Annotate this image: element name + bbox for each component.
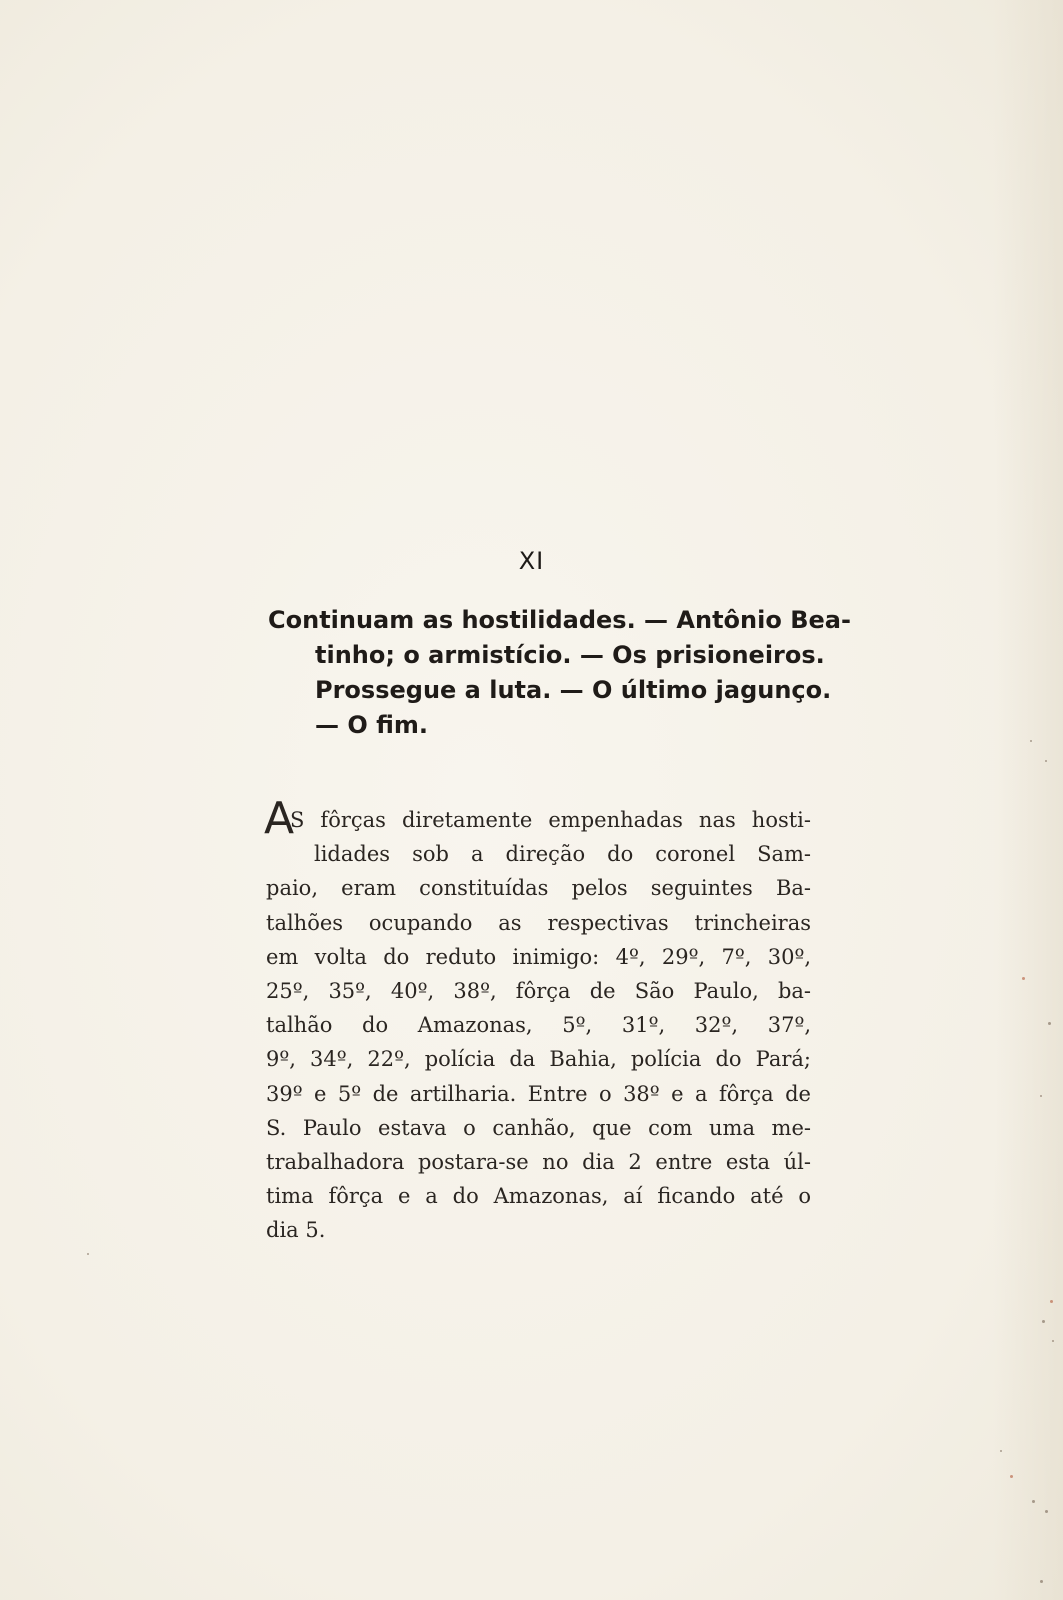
body-line: 39º e 5º de artilharia. Entre o 38º e a fôrça de (266, 1081, 811, 1106)
page-speck (1042, 1320, 1045, 1323)
chapter-number: XI (518, 547, 545, 575)
page-edge-shadow (993, 0, 1063, 1600)
page-speck (1048, 1022, 1051, 1025)
body-line: talhões ocupando as respectivas trincheiras (266, 910, 811, 935)
page-speck (1045, 1510, 1048, 1513)
body-line: paio, eram constituídas pelos seguintes Ba- (266, 876, 811, 901)
page-speck (1050, 1300, 1053, 1303)
page-speck (1045, 760, 1047, 762)
page-speck (1010, 1475, 1013, 1478)
summary-line: — O fim. (315, 711, 429, 739)
summary-line: Continuam as hostilidades. — Antônio Bea- (268, 606, 851, 634)
body-line: tima fôrça e a do Amazonas, aí ficando até o (266, 1184, 811, 1209)
chapter-summary (268, 603, 851, 743)
page-speck (1022, 977, 1025, 980)
body-line: 9º, 34º, 22º, polícia da Bahia, polícia do Pará; (266, 1047, 811, 1072)
summary-line: tinho; o armistício. — Os prisioneiros. (315, 641, 825, 669)
body-line: trabalhadora postara-se no dia 2 entre esta úl- (266, 1149, 811, 1174)
page-speck (1030, 740, 1032, 742)
page-speck (1040, 1580, 1043, 1583)
body-line: talhão do Amazonas, 5º, 31º, 32º, 37º, (266, 1013, 811, 1038)
body-line: lidades sob a direção do coronel Sam- (314, 842, 811, 867)
page-speck (1000, 1450, 1002, 1452)
body-line: dia 5. (266, 1218, 326, 1243)
body-paragraph (264, 793, 811, 1247)
page-speck (87, 1253, 89, 1255)
body-line: S fôrças diretamente empenhadas nas hosti- (290, 808, 811, 832)
body-line: em volta do reduto inimigo: 4º, 29º, 7º, 30º, (266, 944, 811, 969)
drop-cap: A (264, 793, 295, 844)
page-speck (1052, 1340, 1054, 1342)
body-line: 25º, 35º, 40º, 38º, fôrça de São Paulo, ba- (266, 978, 811, 1003)
page-speck (1040, 1095, 1042, 1097)
summary-line: Prossegue a luta. — O último jagunço. (315, 676, 832, 704)
body-line: S. Paulo estava o canhão, que com uma me- (266, 1115, 811, 1140)
page-speck (1032, 1500, 1035, 1503)
